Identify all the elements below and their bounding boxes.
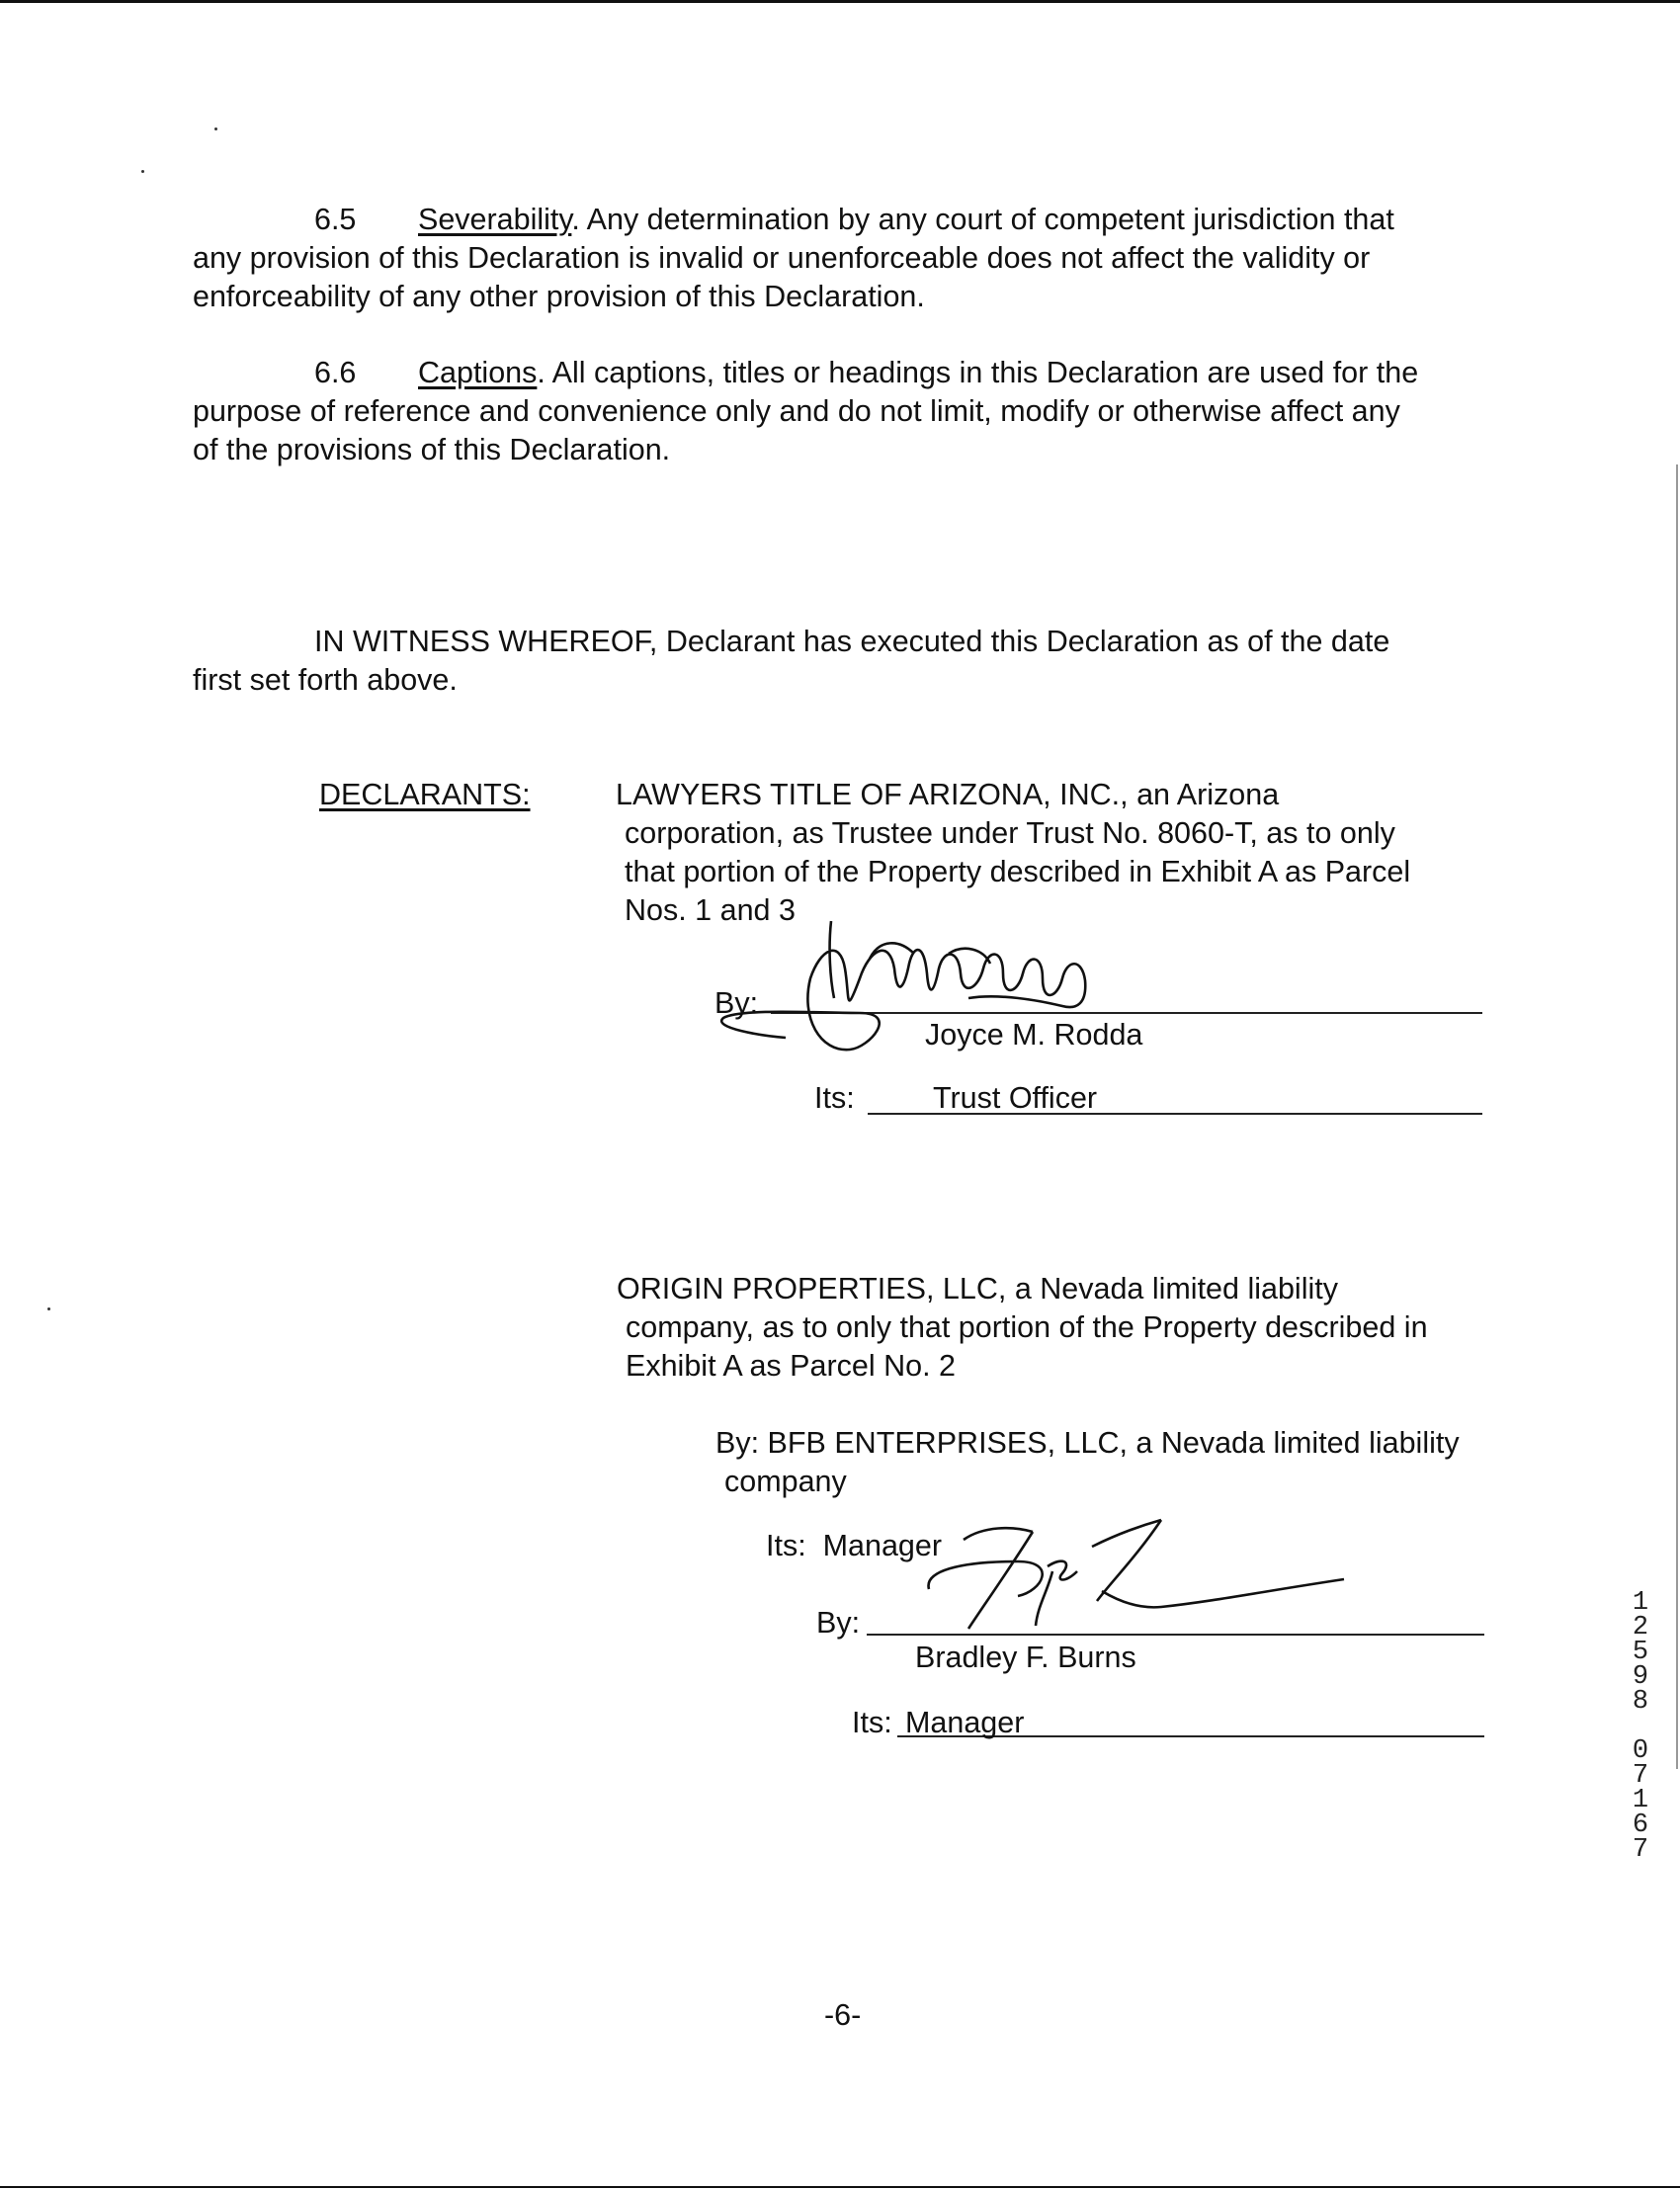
stamp-digit: 7 <box>1632 1761 1649 1791</box>
by-entity-line: By: BFB ENTERPRISES, LLC, a Nevada limited liability <box>715 1426 1460 1460</box>
scan-speck <box>141 170 144 173</box>
entity-its: Its: Manager <box>766 1529 942 1562</box>
by-entity-line: company <box>724 1465 847 1498</box>
declarant-1-line: that portion of the Property described in Exhibit A as Parcel <box>625 855 1411 888</box>
its-label: Its: <box>814 1081 855 1115</box>
witness-line: IN WITNESS WHEREOF, Declarant has executed this Declaration as of the date <box>314 625 1390 658</box>
scan-edge-bottom <box>0 2186 1680 2188</box>
page-number: -6- <box>824 1998 862 2032</box>
stamp-digit: 1 <box>1632 1588 1649 1618</box>
section-text: enforceability of any other provision of this Declaration. <box>193 280 925 313</box>
by-label: By: <box>816 1606 861 1640</box>
section-heading: Severability <box>418 203 572 236</box>
stamp-digit: 9 <box>1632 1662 1649 1692</box>
stamp-digit: 7 <box>1632 1835 1649 1865</box>
declarant-2-line: Exhibit A as Parcel No. 2 <box>626 1349 956 1383</box>
section-text: any provision of this Declaration is invalid or unenforceable does not affect the validity or <box>193 241 1371 275</box>
declarant-1-line: Nos. 1 and 3 <box>625 893 796 927</box>
recording-number-stamp <box>1621 1588 1660 1865</box>
witness-clause <box>193 623 1482 700</box>
section-6-6 <box>193 354 1482 469</box>
witness-line: first set forth above. <box>193 663 458 697</box>
section-number: 6.6 <box>314 356 357 389</box>
signer-name: Bradley F. Burns <box>915 1641 1136 1674</box>
declarant-1-line: corporation, as Trustee under Trust No. 8060-T, as to only <box>625 816 1395 850</box>
signature-bradley-burns <box>889 1512 1364 1641</box>
section-first-line <box>193 201 1482 239</box>
section-text: . Any determination by any court of competent jurisdiction that <box>571 203 1394 236</box>
section-6-5 <box>193 201 1482 316</box>
section-text: purpose of reference and convenience only and do not limit, modify or otherwise affect any <box>193 394 1400 428</box>
scan-edge-right <box>1676 464 1678 1769</box>
declarants-label: DECLARANTS: <box>319 778 531 811</box>
stamp-digit: 8 <box>1632 1687 1649 1717</box>
stamp-digit: 6 <box>1632 1811 1649 1840</box>
its-value: Manager <box>905 1706 1025 1739</box>
section-text: . All captions, titles or headings in this Declaration are used for the <box>537 356 1419 389</box>
stamp-digit: 1 <box>1632 1786 1649 1815</box>
stamp-digit: 0 <box>1632 1736 1649 1766</box>
scan-edge-top <box>0 0 1680 3</box>
its-label: Its: <box>852 1706 892 1739</box>
section-first-line <box>193 354 1482 392</box>
its-value: Trust Officer <box>933 1081 1098 1115</box>
signer-name: Joyce M. Rodda <box>925 1018 1143 1052</box>
declarant-2-line: company, as to only that portion of the Property described in <box>626 1310 1428 1344</box>
section-text: of the provisions of this Declaration. <box>193 433 671 466</box>
stamp-digit: 5 <box>1632 1638 1649 1667</box>
by-label: By: <box>714 986 759 1020</box>
declarant-2-line: ORIGIN PROPERTIES, LLC, a Nevada limited liability <box>617 1272 1338 1306</box>
stamp-digit: 2 <box>1632 1613 1649 1642</box>
scan-speck <box>47 1307 50 1310</box>
section-heading: Captions <box>418 356 538 389</box>
section-number: 6.5 <box>314 203 357 236</box>
declarant-1-line: LAWYERS TITLE OF ARIZONA, INC., an Arizona <box>616 778 1280 811</box>
scan-speck <box>214 127 217 130</box>
